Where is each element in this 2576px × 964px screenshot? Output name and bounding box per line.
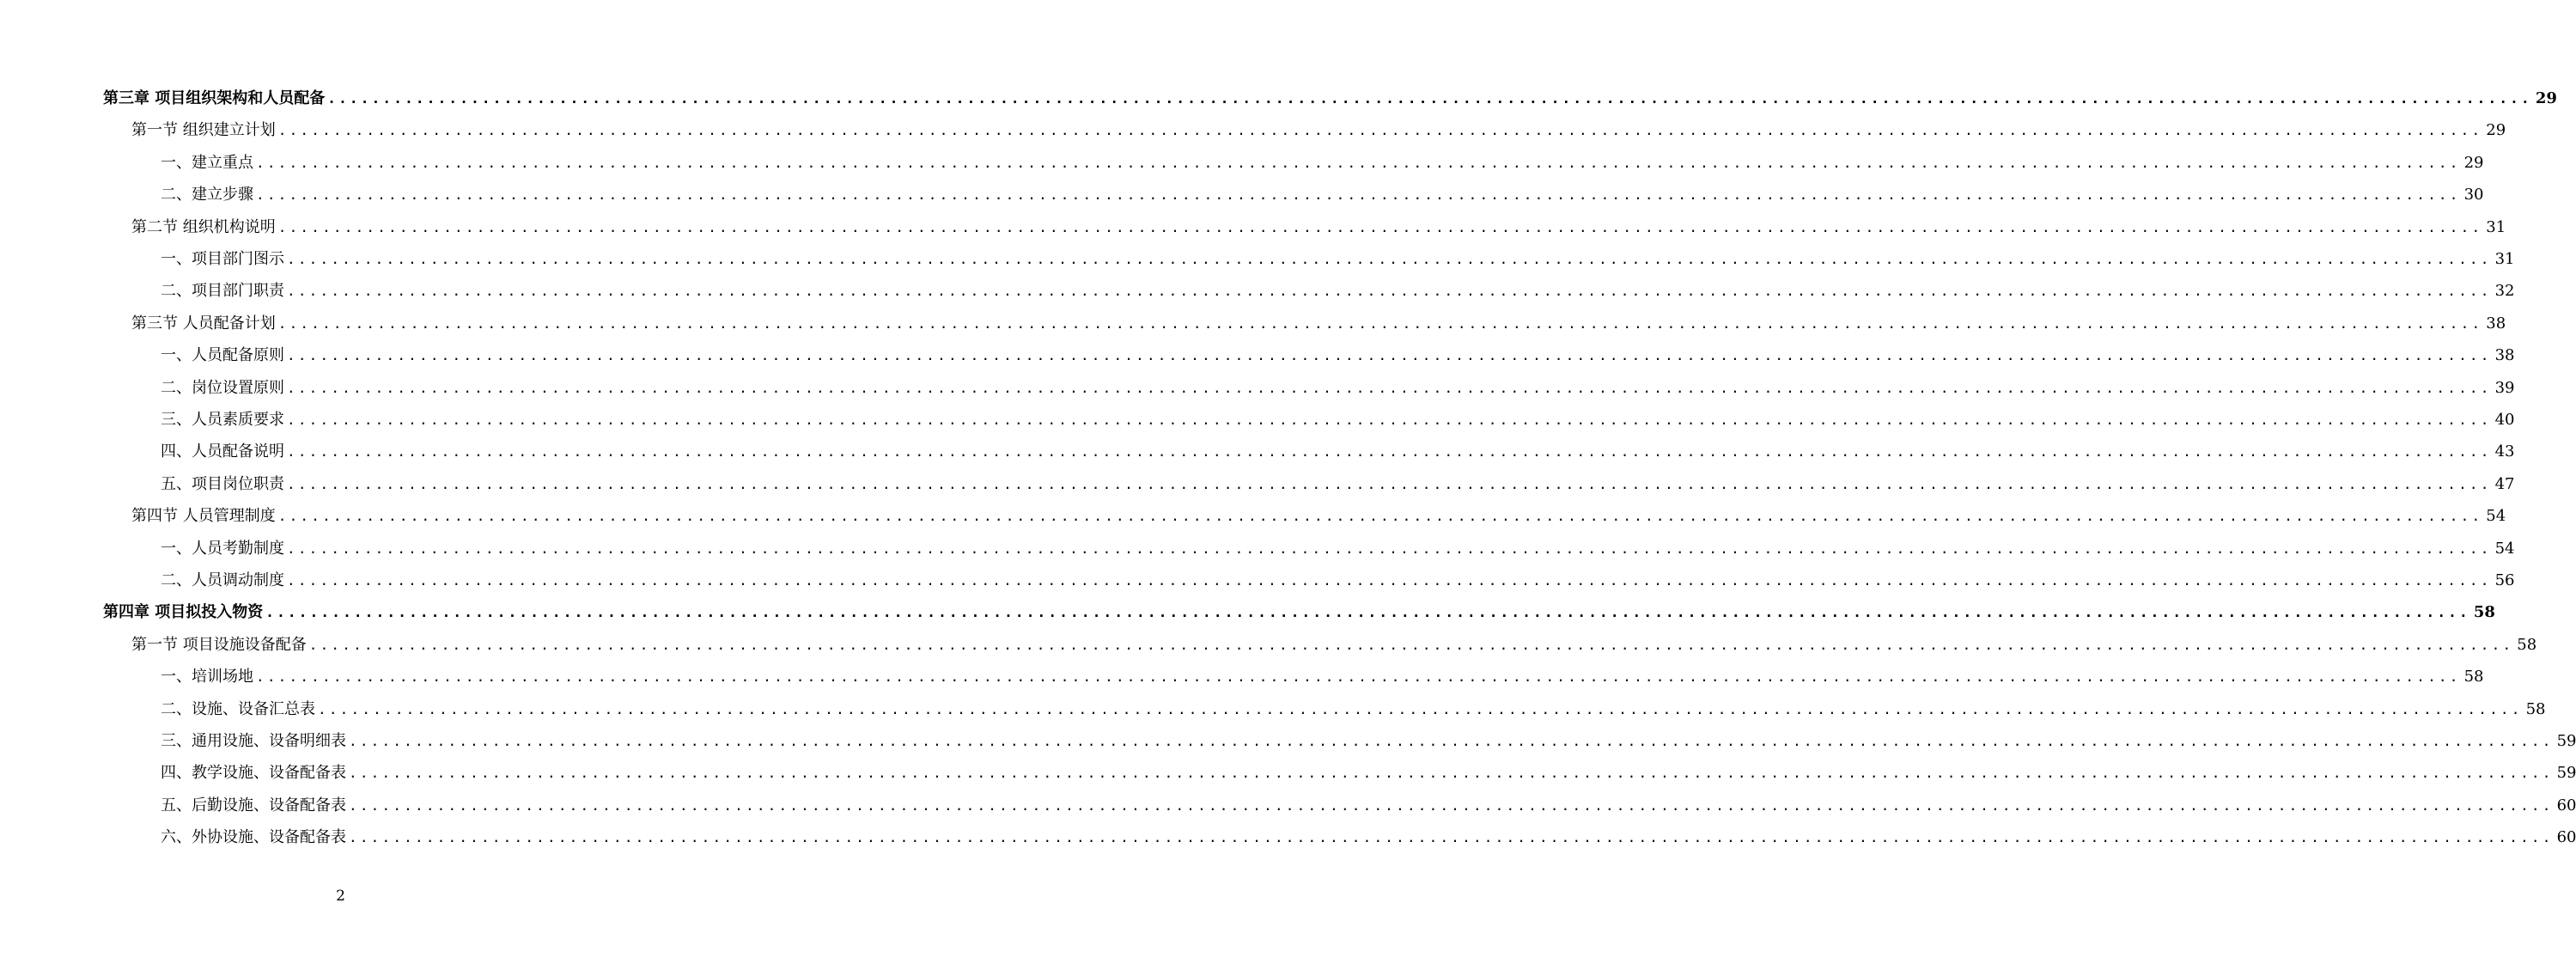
toc-page-number: 43 (2494, 442, 2515, 461)
toc-leader-dots: ........................................................................................................................................................................................................ (308, 636, 2514, 653)
page-number: 2 (336, 888, 345, 905)
toc-section-entry[interactable] (131, 632, 2537, 664)
toc-page-number: 54 (2486, 507, 2506, 526)
toc-section-entry[interactable] (131, 118, 2506, 149)
toc-entry-title: 第一节 项目设施设备配备 (131, 635, 307, 654)
toc-leader-dots: ........................................................................................................................................................................................................ (287, 540, 2492, 557)
toc-subsection-entry[interactable] (161, 375, 2515, 407)
toc-entry-title: 二、项目部门职责 (161, 282, 284, 301)
toc-leader-dots: ........................................................................................................................................................................................................ (287, 572, 2492, 589)
toc-leader-dots: ........................................................................................................................................................................................................ (287, 443, 2492, 461)
toc-entry-title: 二、人员调动制度 (161, 571, 284, 589)
toc-leader-dots: ........................................................................................................................................................................................................ (327, 90, 2532, 107)
toc-leader-dots: ........................................................................................................................................................................................................ (277, 122, 2483, 139)
toc-subsection-entry[interactable] (161, 793, 2576, 825)
toc-subsection-entry[interactable] (161, 247, 2515, 278)
toc-entry-title: 四、人员配备说明 (161, 442, 284, 461)
toc-subsection-entry[interactable] (161, 407, 2515, 439)
toc-entry-title: 六、外协设施、设备配备表 (161, 828, 346, 847)
toc-leader-dots: ........................................................................................................................................................................................................ (349, 796, 2554, 814)
toc-entry-title: 第一节 组织建立计划 (131, 121, 276, 140)
toc-page-number: 38 (2494, 346, 2515, 365)
toc-entry-title: 三、通用设施、设备明细表 (161, 732, 346, 750)
toc-leader-dots: ........................................................................................................................................................................................................ (287, 379, 2492, 396)
toc-leader-dots: ........................................................................................................................................................................................................ (287, 283, 2492, 300)
toc-page-number: 58 (2473, 603, 2495, 622)
toc-entry-title: 第二节 组织机构说明 (131, 217, 276, 236)
toc-subsection-entry[interactable] (161, 697, 2546, 729)
toc-page-number: 29 (2463, 153, 2484, 172)
toc-page-number: 30 (2463, 186, 2484, 204)
toc-section-entry[interactable] (131, 311, 2506, 343)
toc-page-number: 29 (2486, 121, 2506, 140)
toc-subsection-entry[interactable] (161, 825, 2576, 857)
toc-subsection-entry[interactable] (161, 729, 2576, 760)
toc-leader-dots: ........................................................................................................................................................................................................ (349, 829, 2554, 846)
toc-chapter-entry[interactable] (103, 600, 2495, 631)
toc-leader-dots: ........................................................................................................................................................................................................ (349, 733, 2554, 749)
toc-entry-title: 二、建立步骤 (161, 186, 253, 204)
toc-entry-title: 一、项目部门图示 (161, 250, 284, 268)
toc-entry-title: 五、项目岗位职责 (161, 474, 284, 493)
toc-page-number: 47 (2494, 474, 2515, 493)
toc-entry-title: 三、人员素质要求 (161, 411, 284, 429)
toc-subsection-entry[interactable] (161, 278, 2515, 310)
toc-entry-title: 一、人员考勤制度 (161, 539, 284, 558)
toc-subsection-entry[interactable] (161, 439, 2515, 471)
toc-leader-dots: ........................................................................................................................................................................................................ (277, 508, 2483, 525)
toc-subsection-entry[interactable] (161, 664, 2484, 696)
toc-entry-title: 一、培训场地 (161, 668, 253, 686)
toc-leader-dots: ........................................................................................................................................................................................................ (256, 186, 2461, 204)
toc-leader-dots: ........................................................................................................................................................................................................ (265, 604, 2470, 621)
toc-entry-title: 第四章 项目拟投入物资 (103, 603, 264, 622)
toc-entry-title: 四、教学设施、设备配备表 (161, 764, 346, 783)
toc-subsection-entry[interactable] (161, 182, 2484, 214)
toc-entry-title: 二、设施、设备汇总表 (161, 699, 315, 718)
toc-page-number: 54 (2494, 539, 2515, 558)
toc-section-entry[interactable] (131, 503, 2506, 535)
toc-leader-dots: ........................................................................................................................................................................................................ (287, 251, 2492, 267)
toc-entry-title: 第四节 人员管理制度 (131, 507, 276, 526)
toc-page-number: 31 (2486, 217, 2506, 236)
toc-page-number: 56 (2494, 571, 2515, 589)
toc-entry-title: 第三章 项目组织架构和人员配备 (103, 89, 326, 107)
toc-page-number: 58 (2525, 699, 2546, 718)
toc-entry-title: 二、岗位设置原则 (161, 378, 284, 397)
toc-page-number: 60 (2556, 828, 2576, 847)
toc-subsection-entry[interactable] (161, 760, 2576, 792)
toc-page-number: 60 (2556, 796, 2576, 815)
toc-leader-dots: ........................................................................................................................................................................................................ (318, 700, 2523, 717)
toc-subsection-entry[interactable] (161, 150, 2484, 182)
toc-chapter-entry[interactable] (103, 86, 2557, 118)
toc-page-number: 29 (2535, 89, 2557, 107)
toc-entry-title: 第三节 人员配备计划 (131, 314, 276, 333)
toc-section-entry[interactable] (131, 215, 2506, 247)
toc-page-number: 32 (2494, 282, 2515, 301)
toc-subsection-entry[interactable] (161, 568, 2515, 600)
toc-leader-dots: ........................................................................................................................................................................................................ (256, 154, 2461, 171)
toc-page-number: 58 (2463, 668, 2484, 686)
toc-page-number: 38 (2486, 314, 2506, 333)
toc-page-number: 31 (2494, 250, 2515, 268)
toc-subsection-entry[interactable] (161, 536, 2515, 568)
toc-leader-dots: ........................................................................................................................................................................................................ (256, 668, 2461, 686)
toc-leader-dots: ........................................................................................................................................................................................................ (277, 218, 2483, 235)
toc-page-number: 59 (2556, 732, 2576, 750)
toc-leader-dots: ........................................................................................................................................................................................................ (287, 347, 2492, 364)
toc-page-number: 59 (2556, 764, 2576, 783)
toc-entry-title: 五、后勤设施、设备配备表 (161, 796, 346, 815)
toc-leader-dots: ........................................................................................................................................................................................................ (287, 475, 2492, 492)
toc-leader-dots: ........................................................................................................................................................................................................ (349, 765, 2554, 782)
toc-subsection-entry[interactable] (161, 472, 2515, 503)
toc-leader-dots: ........................................................................................................................................................................................................ (277, 314, 2483, 332)
toc-page-number: 40 (2494, 411, 2515, 429)
toc-leader-dots: ........................................................................................................................................................................................................ (287, 412, 2492, 428)
toc-entry-title: 一、人员配备原则 (161, 346, 284, 365)
toc-page-number: 58 (2517, 635, 2537, 654)
toc-subsection-entry[interactable] (161, 343, 2515, 375)
toc-page-number: 39 (2494, 378, 2515, 397)
toc-entry-title: 一、建立重点 (161, 153, 253, 172)
